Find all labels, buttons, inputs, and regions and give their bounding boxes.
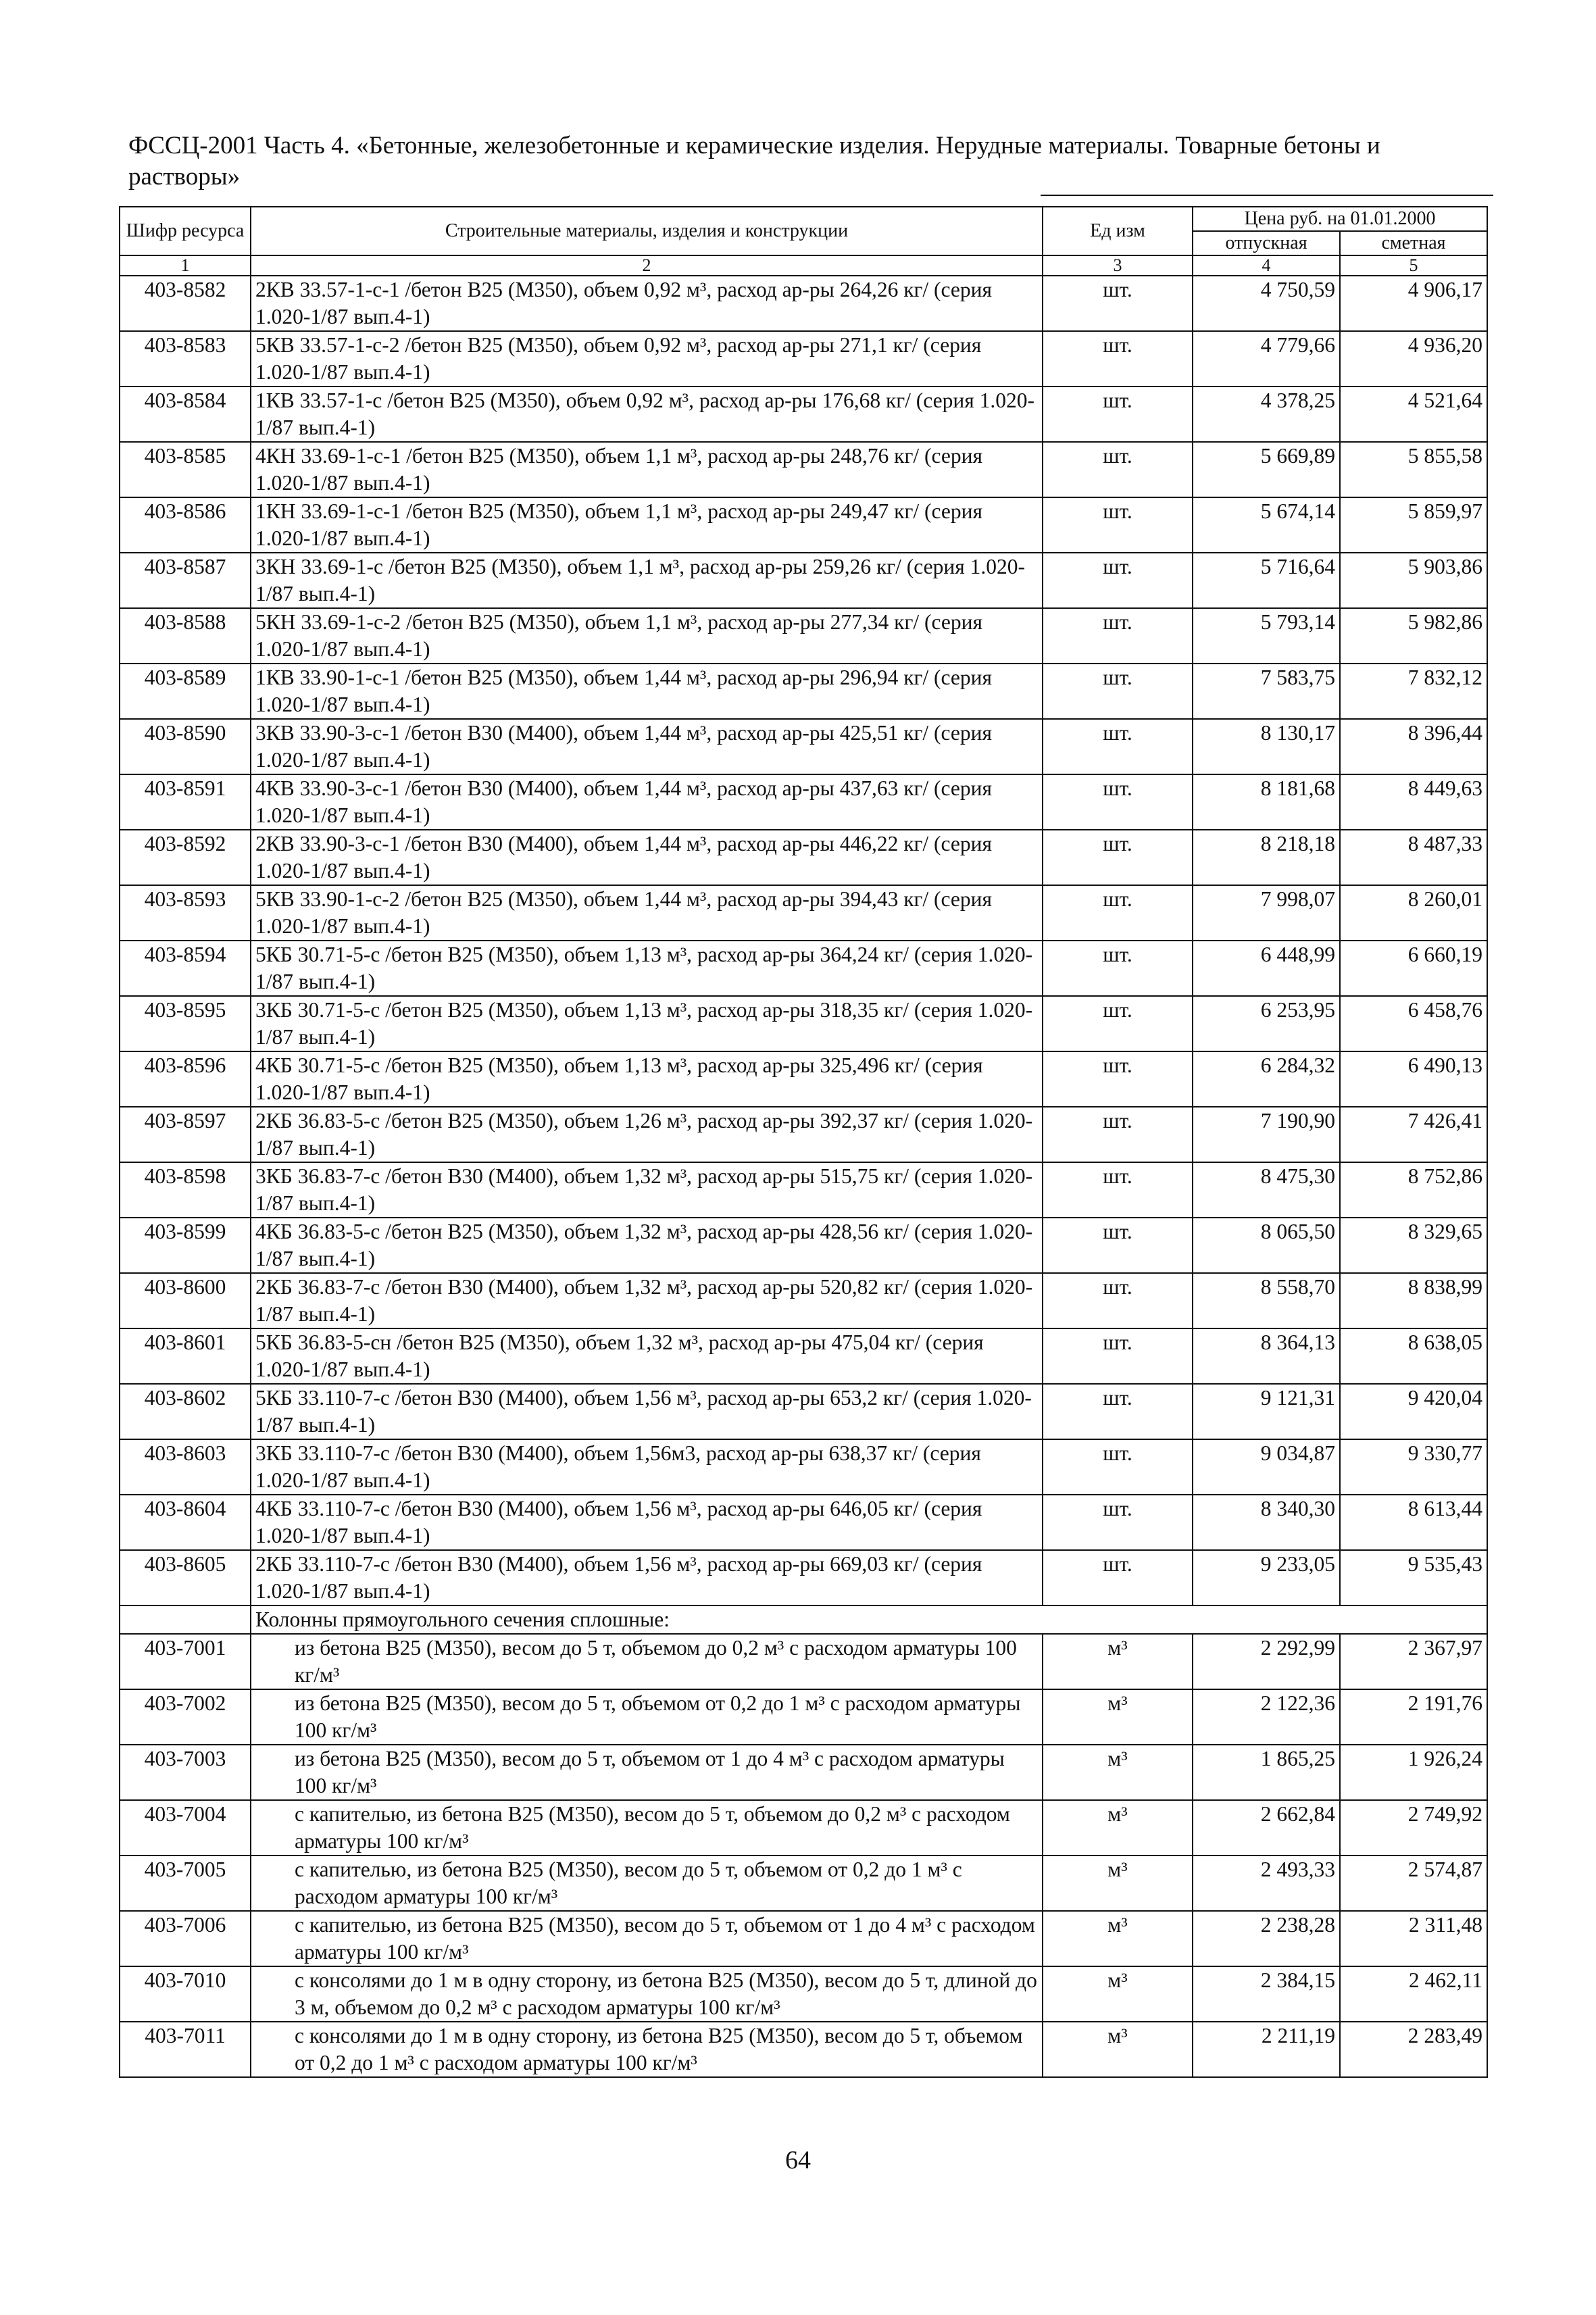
price-table [119,206,1488,2078]
index-row [120,255,1487,276]
cell-desc: 4КВ 33.90-3-с-1 /бетон В30 (М400), объем 1,44 м³, расход ар-ры 437,63 кг/ (серия 1.020-1/87 вып.4-1) [251,774,1043,830]
cell-code: 403-8597 [120,1107,251,1162]
table-row [120,1745,1487,1800]
cell-estimate: 8 613,44 [1340,1495,1487,1550]
cell-estimate: 5 903,86 [1340,553,1487,608]
cell-release: 4 750,59 [1193,276,1340,331]
col-header-code: Шифр ресурса [120,207,251,255]
cell-desc: 5КВ 33.90-1-с-2 /бетон В25 (М350), объем 1,44 м³, расход ар-ры 394,43 кг/ (серия 1.020-1/87 вып.4-1) [251,885,1043,941]
cell-estimate: 2 574,87 [1340,1856,1487,1911]
cell-release: 7 998,07 [1193,885,1340,941]
cell-unit: шт. [1043,1162,1193,1218]
cell-unit: шт. [1043,1550,1193,1605]
cell-code: 403-7006 [120,1911,251,1966]
cell-unit: м³ [1043,1689,1193,1745]
cell-unit: м³ [1043,1745,1193,1800]
cell-estimate: 2 311,48 [1340,1911,1487,1966]
cell-code: 403-8586 [120,497,251,553]
cell-desc: 4КБ 36.83-5-с /бетон В25 (М350), объем 1,32 м³, расход ар-ры 428,56 кг/ (серия 1.020-1/87 вып.4-1) [251,1218,1043,1273]
cell-code: 403-8583 [120,331,251,387]
cell-release: 9 121,31 [1193,1384,1340,1439]
cell-unit: шт. [1043,885,1193,941]
cell-estimate: 4 906,17 [1340,276,1487,331]
cell-code: 403-8596 [120,1051,251,1107]
table-row [120,1439,1487,1495]
table-row [120,1634,1487,1689]
table-row [120,719,1487,774]
cell-release: 5 669,89 [1193,442,1340,497]
cell-code: 403-8584 [120,387,251,442]
cell-release: 5 674,14 [1193,497,1340,553]
page-header [128,130,1500,193]
cell-unit: шт. [1043,608,1193,664]
cell-release: 2 211,19 [1193,2022,1340,2077]
cell-unit: шт. [1043,1384,1193,1439]
cell-release: 5 793,14 [1193,608,1340,664]
cell-code: 403-8595 [120,996,251,1051]
cell-code: 403-8602 [120,1384,251,1439]
cell-code: 403-8604 [120,1495,251,1550]
cell-release: 6 284,32 [1193,1051,1340,1107]
section-spacer [120,1605,251,1634]
cell-code: 403-8589 [120,664,251,719]
cell-unit: шт. [1043,774,1193,830]
index-cell: 4 [1193,255,1340,276]
cell-unit: шт. [1043,497,1193,553]
cell-code: 403-8588 [120,608,251,664]
cell-code: 403-8585 [120,442,251,497]
cell-release: 8 364,13 [1193,1328,1340,1384]
table-row [120,1800,1487,1856]
header-rule [1041,195,1493,196]
index-cell: 2 [251,255,1043,276]
cell-unit: шт. [1043,442,1193,497]
table-row [120,1328,1487,1384]
cell-desc: 4КН 33.69-1-с-1 /бетон В25 (М350), объем 1,1 м³, расход ар-ры 248,76 кг/ (серия 1.020-1/87 вып.4-1) [251,442,1043,497]
cell-estimate: 5 982,86 [1340,608,1487,664]
cell-unit: шт. [1043,664,1193,719]
table-row [120,1273,1487,1328]
cell-code: 403-8600 [120,1273,251,1328]
cell-desc: 2КБ 36.83-5-с /бетон В25 (М350), объем 1,26 м³, расход ар-ры 392,37 кг/ (серия 1.020-1/87 вып.4-1) [251,1107,1043,1162]
cell-release: 4 779,66 [1193,331,1340,387]
cell-estimate: 2 367,97 [1340,1634,1487,1689]
section-row [120,1605,1487,1634]
cell-code: 403-8601 [120,1328,251,1384]
cell-release: 1 865,25 [1193,1745,1340,1800]
table-row [120,1966,1487,2022]
cell-unit: м³ [1043,1800,1193,1856]
cell-estimate: 2 283,49 [1340,2022,1487,2077]
cell-unit: м³ [1043,1966,1193,2022]
cell-estimate: 7 832,12 [1340,664,1487,719]
cell-code: 403-8591 [120,774,251,830]
cell-unit: шт. [1043,719,1193,774]
cell-release: 2 292,99 [1193,1634,1340,1689]
cell-unit: шт. [1043,553,1193,608]
cell-code: 403-7011 [120,2022,251,2077]
cell-code: 403-7010 [120,1966,251,2022]
table-header-row-1 [120,207,1487,231]
cell-estimate: 9 330,77 [1340,1439,1487,1495]
cell-unit: шт. [1043,387,1193,442]
table-row [120,1856,1487,1911]
col-header-estimate: сметная [1340,231,1487,255]
cell-code: 403-7004 [120,1800,251,1856]
cell-code: 403-8590 [120,719,251,774]
col-header-price-group: Цена руб. на 01.01.2000 [1193,207,1487,231]
cell-code: 403-7005 [120,1856,251,1911]
cell-desc: из бетона В25 (М350), весом до 5 т, объемом от 0,2 до 1 м³ с расходом арматуры 100 кг/м³ [251,1689,1043,1745]
cell-code: 403-8599 [120,1218,251,1273]
cell-estimate: 9 535,43 [1340,1550,1487,1605]
cell-release: 8 340,30 [1193,1495,1340,1550]
cell-release: 4 378,25 [1193,387,1340,442]
cell-unit: шт. [1043,1051,1193,1107]
table-row [120,774,1487,830]
cell-estimate: 8 752,86 [1340,1162,1487,1218]
cell-code: 403-8603 [120,1439,251,1495]
cell-code: 403-8594 [120,941,251,996]
col-header-desc: Строительные материалы, изделия и конструкции [251,207,1043,255]
table-row [120,1384,1487,1439]
cell-code: 403-8592 [120,830,251,885]
cell-unit: м³ [1043,1856,1193,1911]
cell-desc: 3КБ 30.71-5-с /бетон В25 (М350), объем 1,13 м³, расход ар-ры 318,35 кг/ (серия 1.020-1/87 вып.4-1) [251,996,1043,1051]
cell-desc: 4КБ 33.110-7-с /бетон В30 (М400), объем 1,56 м³, расход ар-ры 646,05 кг/ (серия 1.020-1/87 вып.4-1) [251,1495,1043,1550]
cell-desc: 5КБ 30.71-5-с /бетон В25 (М350), объем 1,13 м³, расход ар-ры 364,24 кг/ (серия 1.020-1/87 вып.4-1) [251,941,1043,996]
cell-estimate: 8 260,01 [1340,885,1487,941]
cell-unit: шт. [1043,1273,1193,1328]
cell-desc: 5КВ 33.57-1-с-2 /бетон В25 (М350), объем 0,92 м³, расход ар-ры 271,1 кг/ (серия 1.020-1/87 вып.4-1) [251,331,1043,387]
cell-desc: 2КБ 36.83-7-с /бетон В30 (М400), объем 1,32 м³, расход ар-ры 520,82 кг/ (серия 1.020-1/87 вып.4-1) [251,1273,1043,1328]
cell-desc: 5КБ 36.83-5-сн /бетон В25 (М350), объем 1,32 м³, расход ар-ры 475,04 кг/ (серия 1.020-1/87 вып.4-1) [251,1328,1043,1384]
cell-release: 9 034,87 [1193,1439,1340,1495]
cell-release: 2 122,36 [1193,1689,1340,1745]
table-row [120,941,1487,996]
cell-release: 7 583,75 [1193,664,1340,719]
table-row [120,608,1487,664]
cell-desc: 1КН 33.69-1-с-1 /бетон В25 (М350), объем 1,1 м³, расход ар-ры 249,47 кг/ (серия 1.020-1/87 вып.4-1) [251,497,1043,553]
cell-desc: 3КВ 33.90-3-с-1 /бетон В30 (М400), объем 1,44 м³, расход ар-ры 425,51 кг/ (серия 1.020-1/87 вып.4-1) [251,719,1043,774]
cell-unit: шт. [1043,996,1193,1051]
cell-desc: из бетона В25 (М350), весом до 5 т, объемом до 0,2 м³ с расходом арматуры 100 кг/м³ [251,1634,1043,1689]
table-row [120,1162,1487,1218]
cell-release: 2 238,28 [1193,1911,1340,1966]
cell-estimate: 8 396,44 [1340,719,1487,774]
table-row [120,331,1487,387]
cell-estimate: 8 449,63 [1340,774,1487,830]
table-row [120,2022,1487,2077]
cell-desc: с капителью, из бетона В25 (М350), весом до 5 т, объемом от 0,2 до 1 м³ с расходом арматуры 100 кг/м³ [251,1856,1043,1911]
cell-desc: 1КВ 33.90-1-с-1 /бетон В25 (М350), объем 1,44 м³, расход ар-ры 296,94 кг/ (серия 1.020-1/87 вып.4-1) [251,664,1043,719]
cell-unit: шт. [1043,1107,1193,1162]
cell-desc: 1КВ 33.57-1-с /бетон В25 (М350), объем 0,92 м³, расход ар-ры 176,68 кг/ (серия 1.020-1/87 вып.4-1) [251,387,1043,442]
table-row [120,1051,1487,1107]
table-row [120,1107,1487,1162]
header-line-2: растворы» [128,163,241,191]
cell-code: 403-7002 [120,1689,251,1745]
col-header-unit: Ед изм [1043,207,1193,255]
table-row [120,996,1487,1051]
cell-code: 403-8605 [120,1550,251,1605]
cell-desc: 3КБ 33.110-7-с /бетон В30 (М400), объем 1,56м3, расход ар-ры 638,37 кг/ (серия 1.020-1/87 вып.4-1) [251,1439,1043,1495]
table-row [120,1550,1487,1605]
cell-desc: 5КБ 33.110-7-с /бетон В30 (М400), объем 1,56 м³, расход ар-ры 653,2 кг/ (серия 1.020-1/87 вып.4-1) [251,1384,1043,1439]
cell-unit: шт. [1043,1439,1193,1495]
cell-unit: м³ [1043,1634,1193,1689]
cell-code: 403-8593 [120,885,251,941]
cell-release: 8 130,17 [1193,719,1340,774]
cell-desc: с капителью, из бетона В25 (М350), весом до 5 т, объемом до 0,2 м³ с расходом арматуры 100 кг/м³ [251,1800,1043,1856]
cell-desc: 4КБ 30.71-5-с /бетон В25 (М350), объем 1,13 м³, расход ар-ры 325,496 кг/ (серия 1.020-1/87 вып.4-1) [251,1051,1043,1107]
cell-release: 8 475,30 [1193,1162,1340,1218]
cell-unit: шт. [1043,276,1193,331]
table-row [120,1689,1487,1745]
cell-desc: из бетона В25 (М350), весом до 5 т, объемом от 1 до 4 м³ с расходом арматуры 100 кг/м³ [251,1745,1043,1800]
cell-release: 8 218,18 [1193,830,1340,885]
cell-release: 8 181,68 [1193,774,1340,830]
table-row [120,387,1487,442]
cell-code: 403-8598 [120,1162,251,1218]
cell-desc: 2КВ 33.90-3-с-1 /бетон В30 (М400), объем 1,44 м³, расход ар-ры 446,22 кг/ (серия 1.020-1/87 вып.4-1) [251,830,1043,885]
cell-estimate: 5 855,58 [1340,442,1487,497]
table-row [120,553,1487,608]
table-row [120,664,1487,719]
table-row [120,442,1487,497]
col-header-release: отпускная [1193,231,1340,255]
cell-code: 403-7001 [120,1634,251,1689]
cell-release: 9 233,05 [1193,1550,1340,1605]
page-number: 64 [785,2146,811,2174]
cell-release: 7 190,90 [1193,1107,1340,1162]
cell-desc: с капителью, из бетона В25 (М350), весом до 5 т, объемом от 1 до 4 м³ с расходом арматуры 100 кг/м³ [251,1911,1043,1966]
table-row [120,1495,1487,1550]
cell-desc: 3КБ 36.83-7-с /бетон В30 (М400), объем 1,32 м³, расход ар-ры 515,75 кг/ (серия 1.020-1/87 вып.4-1) [251,1162,1043,1218]
cell-estimate: 6 490,13 [1340,1051,1487,1107]
cell-estimate: 5 859,97 [1340,497,1487,553]
cell-desc: 3КН 33.69-1-с /бетон В25 (М350), объем 1,1 м³, расход ар-ры 259,26 кг/ (серия 1.020-1/87 вып.4-1) [251,553,1043,608]
cell-unit: шт. [1043,941,1193,996]
cell-release: 2 493,33 [1193,1856,1340,1911]
cell-estimate: 8 638,05 [1340,1328,1487,1384]
cell-release: 2 662,84 [1193,1800,1340,1856]
cell-estimate: 4 521,64 [1340,387,1487,442]
section-title: Колонны прямоугольного сечения сплошные: [251,1605,1487,1634]
table-row [120,1911,1487,1966]
cell-desc: 5КН 33.69-1-с-2 /бетон В25 (М350), объем 1,1 м³, расход ар-ры 277,34 кг/ (серия 1.020-1/87 вып.4-1) [251,608,1043,664]
cell-estimate: 2 462,11 [1340,1966,1487,2022]
table-row [120,276,1487,331]
cell-code: 403-8587 [120,553,251,608]
cell-estimate: 6 660,19 [1340,941,1487,996]
cell-estimate: 4 936,20 [1340,331,1487,387]
cell-release: 6 448,99 [1193,941,1340,996]
table-body [120,276,1487,2077]
table-row [120,885,1487,941]
index-cell: 3 [1043,255,1193,276]
cell-unit: шт. [1043,1495,1193,1550]
cell-desc: с консолями до 1 м в одну сторону, из бетона В25 (М350), весом до 5 т, длиной до 3 м, объемом до 0,2 м³ с расходом арматуры 100 кг/м³ [251,1966,1043,2022]
table-row [120,1218,1487,1273]
cell-unit: шт. [1043,1218,1193,1273]
cell-release: 5 716,64 [1193,553,1340,608]
cell-estimate: 8 838,99 [1340,1273,1487,1328]
cell-estimate: 2 749,92 [1340,1800,1487,1856]
header-line-1: ФССЦ-2001 Часть 4. «Бетонные, железобетонные и керамические изделия. Нерудные материалы. Товарные бетоны и [128,132,1380,159]
cell-release: 8 558,70 [1193,1273,1340,1328]
cell-release: 8 065,50 [1193,1218,1340,1273]
cell-estimate: 1 926,24 [1340,1745,1487,1800]
cell-estimate: 6 458,76 [1340,996,1487,1051]
cell-desc: 2КВ 33.57-1-с-1 /бетон В25 (М350), объем 0,92 м³, расход ар-ры 264,26 кг/ (серия 1.020-1/87 вып.4-1) [251,276,1043,331]
cell-release: 6 253,95 [1193,996,1340,1051]
cell-estimate: 8 329,65 [1340,1218,1487,1273]
cell-unit: шт. [1043,830,1193,885]
index-cell: 1 [120,255,251,276]
cell-unit: шт. [1043,331,1193,387]
cell-desc: 2КБ 33.110-7-с /бетон В30 (М400), объем 1,56 м³, расход ар-ры 669,03 кг/ (серия 1.020-1/87 вып.4-1) [251,1550,1043,1605]
cell-unit: м³ [1043,1911,1193,1966]
index-cell: 5 [1340,255,1487,276]
table-row [120,830,1487,885]
cell-unit: шт. [1043,1328,1193,1384]
cell-unit: м³ [1043,2022,1193,2077]
cell-estimate: 8 487,33 [1340,830,1487,885]
cell-estimate: 2 191,76 [1340,1689,1487,1745]
table-row [120,497,1487,553]
cell-code: 403-7003 [120,1745,251,1800]
cell-release: 2 384,15 [1193,1966,1340,2022]
cell-estimate: 9 420,04 [1340,1384,1487,1439]
cell-code: 403-8582 [120,276,251,331]
cell-desc: с консолями до 1 м в одну сторону, из бетона В25 (М350), весом до 5 т, объемом от 0,2 до 1 м³ с расходом арматуры 100 кг/м³ [251,2022,1043,2077]
cell-estimate: 7 426,41 [1340,1107,1487,1162]
